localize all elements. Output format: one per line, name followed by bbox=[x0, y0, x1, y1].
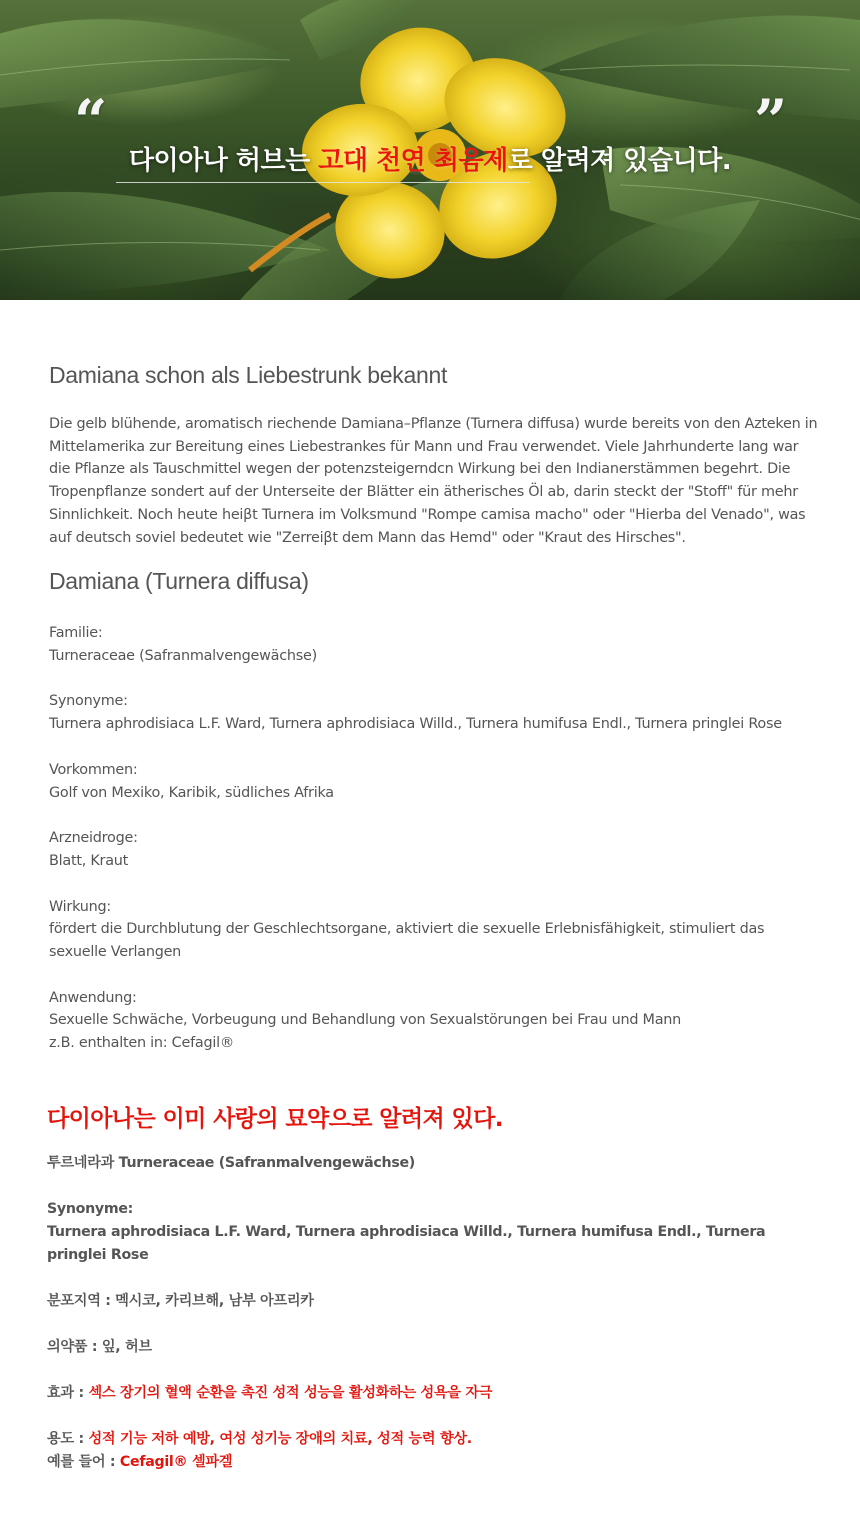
korean-fact-effect bbox=[47, 1382, 827, 1405]
synonyme-value: Turnera aphrodisiaca L.F. Ward, Turnera aphrodisiaca Willd., Turnera humifusa Endl., Turnera pringlei Rose bbox=[47, 1224, 766, 1263]
distribution-text: 분포지역 : 멕시코, 카리브해, 남부 아프리카 bbox=[47, 1293, 314, 1309]
german-plant-name-heading: Damiana (Turnera diffusa) bbox=[49, 568, 309, 594]
german-intro-paragraph: Die gelb blühende, aromatisch riechende Damiana–Pflanze (Turnera diffusa) wurde bereits von den Azteken in Mittelamerika zur Bereitung eines Liebestrankes für Mann und Frau verwendet. Viele Jahrhunderte lang war die Pflanze als Tauschmittel wegen der potenzsteigerndcn Wirkung bei den Indianerstämmen begehrt. Die Tropenpflanze sondert auf der Unterseite der Blätter ein ätherisches Öl ab, darin steckt der "Stoff" für mehr Sinnlichkeit. Noch heute heiβt Turnera im Volksmund "Rompe camisa macho" oder "Hierba del Venado", was auf deutsch soviel bedeutet wie "Zerreiβt dem Mann das Hemd" oder "Kraut des Hirsches". bbox=[49, 416, 818, 546]
fact-label: Anwendung: bbox=[49, 989, 137, 1006]
fact-value: Turneraceae (Safranmalvengewächse) bbox=[49, 647, 317, 664]
fact-familie bbox=[49, 622, 819, 667]
family-text: 투르네라과 Turneraceae (Safranmalvengewächse) bbox=[47, 1155, 415, 1171]
synonyme-label: Synonyme: bbox=[47, 1201, 134, 1217]
use-label: 용도 : bbox=[47, 1431, 89, 1447]
korean-fact-synonyme bbox=[47, 1198, 827, 1267]
fact-vorkommen bbox=[49, 759, 819, 804]
headline-underline bbox=[116, 182, 530, 183]
fact-synonyme bbox=[49, 690, 819, 735]
korean-fact-distribution bbox=[47, 1290, 827, 1313]
fact-example: z.B. enthalten in: Cefagil® bbox=[49, 1035, 234, 1052]
headline-text-start: 다이아나 허브는 bbox=[128, 146, 319, 176]
fact-value: Blatt, Kraut bbox=[49, 852, 129, 869]
effect-label: 효과 : bbox=[47, 1385, 89, 1401]
korean-fact-use bbox=[47, 1428, 827, 1474]
fact-anwendung bbox=[49, 987, 819, 1055]
fact-value: Golf von Mexiko, Karibik, südliches Afrika bbox=[49, 784, 334, 801]
hero-headline bbox=[0, 140, 860, 177]
drug-text: 의약품 : 잎, 허브 bbox=[47, 1339, 152, 1355]
korean-fact-drug bbox=[47, 1336, 827, 1359]
german-section-title: Damiana schon als Liebestrunk bekannt bbox=[49, 362, 448, 388]
example-label: 예를 들어 : bbox=[47, 1454, 120, 1470]
use-value: 성적 기능 저하 예방, 여성 성기능 장애의 치료, 성적 능력 향상. bbox=[88, 1431, 472, 1447]
effect-value: 섹스 장기의 혈액 순환을 촉진 성적 성능을 활성화하는 성욕을 자극 bbox=[88, 1385, 493, 1401]
fact-value: Turnera aphrodisiaca L.F. Ward, Turnera aphrodisiaca Willd., Turnera humifusa Endl., Turnera pringlei Rose bbox=[49, 716, 782, 733]
quote-close-mark: ” bbox=[754, 87, 788, 155]
fact-label: Arzneidroge: bbox=[49, 830, 138, 847]
fact-arzneidroge bbox=[49, 827, 819, 872]
fact-label: Vorkommen: bbox=[49, 761, 138, 778]
fact-value: fördert die Durchblutung der Geschlechtsorgane, aktiviert die sexuelle Erlebnisfähigkeit, stimuliert das sexuelle Verlangen bbox=[49, 921, 765, 961]
fact-value: Sexuelle Schwäche, Vorbeugung und Behandlung von Sexualstörungen bei Frau und Mann bbox=[49, 1012, 682, 1029]
example-value: Cefagil® 셀파겔 bbox=[119, 1454, 233, 1470]
fact-label: Synonyme: bbox=[49, 693, 128, 710]
headline-text-end: 로 알려져 있습니다. bbox=[507, 146, 732, 176]
fact-label: Familie: bbox=[49, 625, 103, 641]
hero-banner bbox=[0, 0, 860, 300]
korean-fact-list bbox=[47, 1152, 827, 1497]
fact-wirkung bbox=[49, 896, 819, 964]
german-fact-list bbox=[49, 622, 819, 1078]
headline-highlight: 고대 천연 최음제 bbox=[318, 146, 508, 176]
korean-fact-family bbox=[47, 1152, 827, 1175]
quote-open-mark: “ bbox=[74, 87, 108, 155]
korean-section-title: 다이아나는 이미 사랑의 묘약으로 알려져 있다. bbox=[47, 1106, 503, 1132]
fact-label: Wirkung: bbox=[49, 898, 111, 915]
